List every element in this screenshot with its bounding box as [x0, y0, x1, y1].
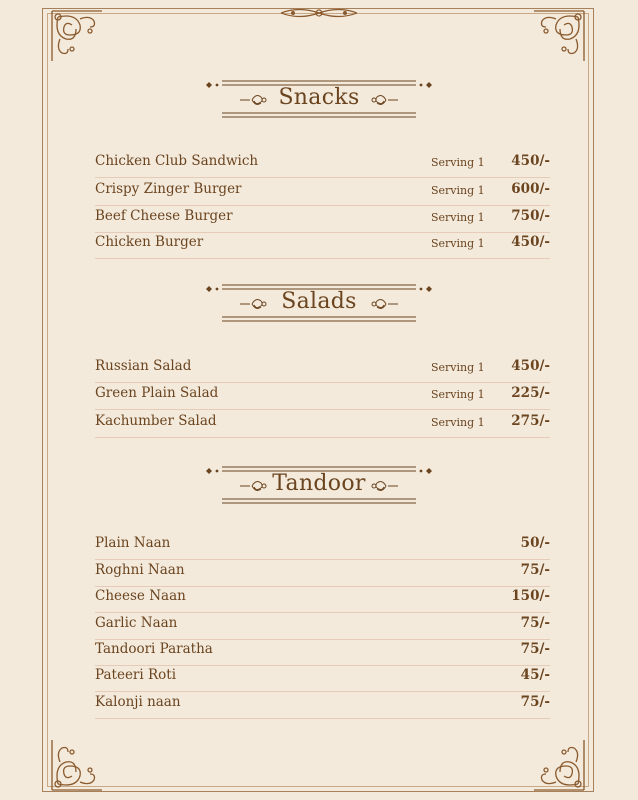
item-price: 225/-: [511, 385, 550, 401]
item-serving: Serving 1: [431, 156, 485, 169]
item-serving: Serving 1: [431, 237, 485, 250]
item-name: Cheese Naan: [95, 588, 186, 604]
item-name: Plain Naan: [95, 535, 171, 551]
menu-item: [95, 179, 550, 206]
item-price: 75/-: [520, 615, 550, 631]
item-price: 450/-: [511, 153, 550, 169]
menu-item: [95, 639, 550, 666]
item-price: 450/-: [511, 234, 550, 250]
corner-flourish-icon: [46, 736, 106, 796]
top-flourish-icon: [279, 4, 359, 22]
item-price: 50/-: [520, 535, 550, 551]
item-name: Crispy Zinger Burger: [95, 181, 242, 197]
item-name: Garlic Naan: [95, 615, 178, 631]
section-title: Salads: [281, 289, 357, 314]
item-price: 275/-: [511, 413, 550, 429]
menu-item: [95, 613, 550, 640]
section-title: Tandoor: [272, 471, 366, 496]
menu-item: [95, 692, 550, 719]
menu-item: [95, 151, 550, 178]
item-price: 600/-: [511, 181, 550, 197]
menu-item: [95, 586, 550, 613]
item-serving: Serving 1: [431, 416, 485, 429]
item-price: 75/-: [520, 641, 550, 657]
menu-item: [95, 533, 550, 560]
section-header-salads: [200, 278, 438, 334]
menu-item: [95, 356, 550, 383]
item-serving: Serving 1: [431, 184, 485, 197]
item-price: 150/-: [511, 588, 550, 604]
item-name: Green Plain Salad: [95, 385, 219, 401]
item-name: Pateeri Roti: [95, 667, 177, 683]
item-name: Kalonji naan: [95, 694, 181, 710]
item-serving: Serving 1: [431, 361, 485, 374]
menu-item: [95, 206, 550, 233]
corner-flourish-icon: [46, 5, 106, 65]
item-name: Chicken Burger: [95, 234, 204, 250]
corner-flourish-icon: [530, 736, 590, 796]
item-serving: Serving 1: [431, 388, 485, 401]
menu-item: [95, 665, 550, 692]
menu-item: [95, 560, 550, 587]
item-name: Tandoori Paratha: [95, 641, 213, 657]
item-name: Roghni Naan: [95, 562, 185, 578]
item-price: 75/-: [520, 562, 550, 578]
menu-item: [95, 232, 550, 259]
section-header-snacks: [200, 74, 438, 130]
item-price: 750/-: [511, 208, 550, 224]
section-title: Snacks: [278, 85, 360, 110]
item-price: 450/-: [511, 358, 550, 374]
item-price: 45/-: [520, 667, 550, 683]
section-header-tandoor: [200, 460, 438, 516]
menu-item: [95, 411, 550, 438]
item-name: Russian Salad: [95, 358, 192, 374]
item-price: 75/-: [520, 694, 550, 710]
item-name: Beef Cheese Burger: [95, 208, 233, 224]
menu-item: [95, 383, 550, 410]
corner-flourish-icon: [530, 5, 590, 65]
item-name: Chicken Club Sandwich: [95, 153, 259, 169]
item-name: Kachumber Salad: [95, 413, 217, 429]
item-serving: Serving 1: [431, 211, 485, 224]
